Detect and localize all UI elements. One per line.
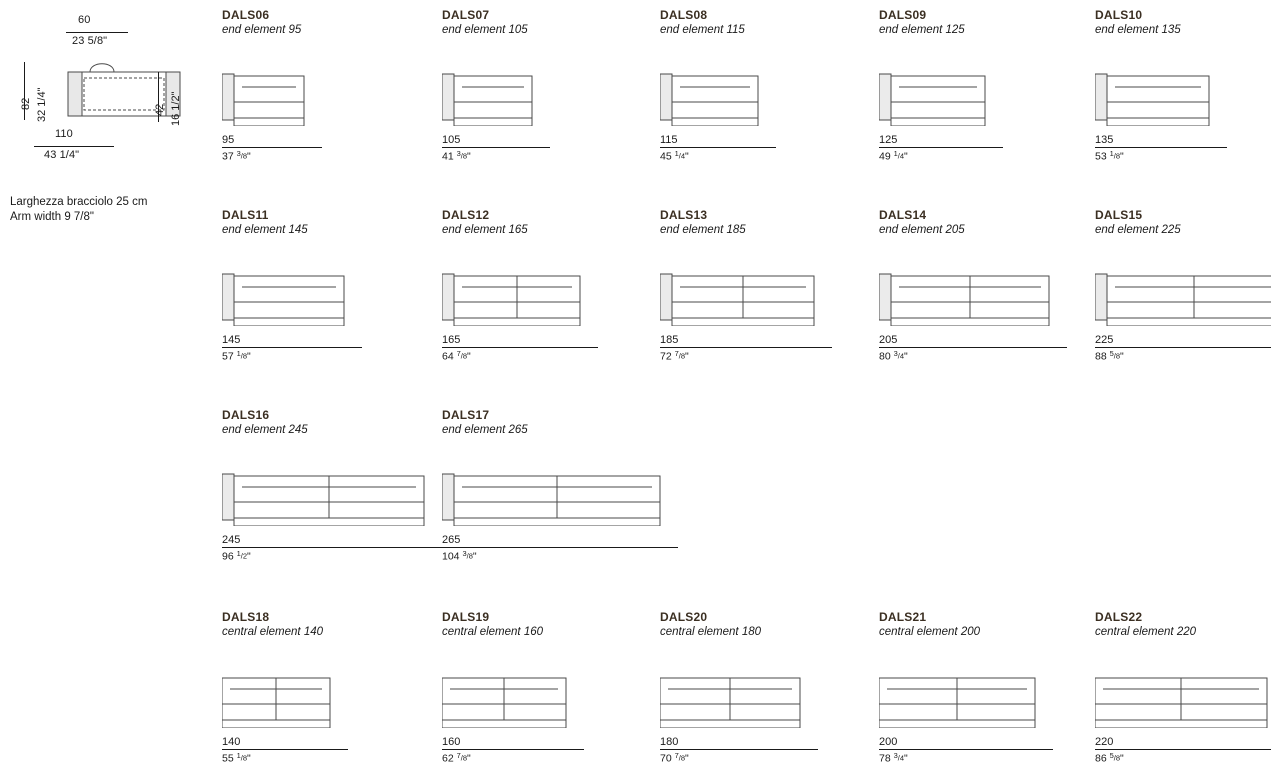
- product-measure-in: 64 $^7_{/8}$": [442, 349, 471, 363]
- spec-seat-height-cm: 42: [154, 103, 166, 116]
- product-code: DALS18: [222, 610, 270, 624]
- spec-depth-rule: [66, 32, 128, 33]
- product-code: DALS06: [222, 8, 270, 22]
- product-measure-cm: 95: [222, 134, 235, 146]
- product-drawing: [660, 654, 818, 764]
- product-measure-cm: 220: [1095, 736, 1114, 748]
- spec-depth-in: 23 5/8": [72, 35, 108, 47]
- element-drawing: [660, 268, 820, 326]
- spec-block: [0, 0, 200, 240]
- spec-height-cm: 82: [20, 97, 32, 110]
- element-drawing: [222, 468, 430, 526]
- product-description: end element 265: [442, 424, 528, 436]
- product-measure-cm: 140: [222, 736, 241, 748]
- product-item: [442, 8, 550, 162]
- element-drawing: [222, 268, 350, 326]
- product-measure-in: 70 $^7_{/8}$": [660, 751, 689, 765]
- product-measure-cm: 200: [879, 736, 898, 748]
- product-measure: [222, 534, 442, 562]
- product-description: central element 160: [442, 626, 544, 638]
- product-drawing: [879, 52, 1003, 162]
- product-item: [222, 208, 362, 362]
- product-measure: [1095, 334, 1271, 362]
- product-drawing: [660, 252, 832, 362]
- product-code: DALS12: [442, 208, 490, 222]
- arm-width-note-it: Larghezza bracciolo 25 cm: [10, 196, 148, 208]
- element-drawing: [879, 670, 1041, 728]
- element-drawing: [660, 68, 764, 126]
- product-description: end element 125: [879, 24, 965, 36]
- product-drawing: [222, 452, 442, 562]
- product-code: DALS08: [660, 8, 708, 22]
- product-measure-in: 55 $^1_{/8}$": [222, 751, 251, 765]
- product-measure-cm: 265: [442, 534, 461, 546]
- product-code: DALS10: [1095, 8, 1143, 22]
- element-drawing: [442, 468, 666, 526]
- product-measure-in: 49 $^1_{/4}$": [879, 149, 908, 163]
- product-drawing: [442, 654, 584, 764]
- product-measure-cm: 165: [442, 334, 461, 346]
- element-drawing: [442, 68, 538, 126]
- product-measure: [222, 134, 322, 162]
- product-item: [1095, 8, 1227, 162]
- product-measure: [222, 334, 362, 362]
- product-description: end element 105: [442, 24, 528, 36]
- product-measure-cm: 205: [879, 334, 898, 346]
- product-measure: [879, 134, 1003, 162]
- product-drawing: [1095, 252, 1271, 362]
- product-measure-in: 62 $^7_{/8}$": [442, 751, 471, 765]
- element-drawing: [879, 268, 1055, 326]
- product-item: [442, 610, 584, 764]
- spec-depth-cm: 60: [78, 14, 91, 26]
- product-measure-in: 104 $^3_{/8}$": [442, 549, 477, 563]
- product-item: [879, 610, 1053, 764]
- product-measure-in: 88 $^5_{/8}$": [1095, 349, 1124, 363]
- product-description: central element 200: [879, 626, 981, 638]
- product-description: end element 185: [660, 224, 746, 236]
- spec-width-in: 43 1/4": [44, 149, 80, 161]
- product-item: [222, 610, 348, 764]
- product-drawing: [879, 252, 1067, 362]
- product-item: [1095, 610, 1271, 764]
- product-measure-in: 72 $^7_{/8}$": [660, 349, 689, 363]
- product-description: central element 180: [660, 626, 762, 638]
- product-drawing: [222, 654, 348, 764]
- product-measure-in: 96 $^1_{/2}$": [222, 549, 251, 563]
- product-description: central element 140: [222, 626, 324, 638]
- product-code: DALS15: [1095, 208, 1143, 222]
- product-measure: [1095, 134, 1227, 162]
- product-measure: [1095, 736, 1271, 764]
- product-measure: [660, 134, 776, 162]
- product-item: [442, 408, 678, 562]
- product-measure-cm: 225: [1095, 334, 1114, 346]
- spec-width-rule: [34, 146, 114, 147]
- product-measure-in: 78 $^3_{/4}$": [879, 751, 908, 765]
- arm-width-note: [10, 195, 147, 225]
- element-drawing: [222, 670, 336, 728]
- product-code: DALS17: [442, 408, 490, 422]
- product-code: DALS13: [660, 208, 708, 222]
- product-measure: [660, 736, 818, 764]
- product-drawing: [442, 252, 598, 362]
- product-measure-in: 86 $^5_{/8}$": [1095, 751, 1124, 765]
- product-code: DALS21: [879, 610, 927, 624]
- product-measure-in: 53 $^1_{/8}$": [1095, 149, 1124, 163]
- product-measure-cm: 180: [660, 736, 679, 748]
- element-drawing: [442, 268, 586, 326]
- product-drawing: [1095, 654, 1271, 764]
- product-measure-in: 80 $^3_{/4}$": [879, 349, 908, 363]
- product-item: [222, 8, 322, 162]
- spec-height-rule: [24, 62, 25, 120]
- element-drawing: [1095, 670, 1271, 728]
- product-code: DALS09: [879, 8, 927, 22]
- product-code: DALS20: [660, 610, 708, 624]
- product-description: end element 225: [1095, 224, 1181, 236]
- spec-height-in: 32 1/4": [36, 87, 48, 122]
- product-item: [1095, 208, 1271, 362]
- element-drawing: [660, 670, 806, 728]
- product-measure-cm: 160: [442, 736, 461, 748]
- product-measure: [222, 736, 348, 764]
- product-drawing: [879, 654, 1053, 764]
- product-item: [879, 8, 1003, 162]
- element-drawing: [879, 68, 991, 126]
- product-description: end element 135: [1095, 24, 1181, 36]
- product-measure: [660, 334, 832, 362]
- arm-width-note-en: Arm width 9 7/8": [10, 211, 94, 223]
- element-drawing: [1095, 268, 1271, 326]
- product-drawing: [442, 452, 678, 562]
- product-measure-cm: 185: [660, 334, 679, 346]
- product-code: DALS14: [879, 208, 927, 222]
- product-measure: [442, 334, 598, 362]
- product-description: central element 220: [1095, 626, 1197, 638]
- product-item: [660, 610, 818, 764]
- product-measure: [879, 334, 1067, 362]
- product-measure: [442, 134, 550, 162]
- product-measure-cm: 105: [442, 134, 461, 146]
- product-item: [660, 8, 776, 162]
- product-item: [879, 208, 1067, 362]
- element-drawing: [1095, 68, 1215, 126]
- product-description: end element 95: [222, 24, 302, 36]
- product-drawing: [1095, 52, 1227, 162]
- product-code: DALS07: [442, 8, 490, 22]
- product-drawing: [222, 52, 322, 162]
- product-drawing: [222, 252, 362, 362]
- product-description: end element 205: [879, 224, 965, 236]
- spec-seat-height-in: 16 1/2": [170, 91, 182, 126]
- product-measure-in: 45 $^1_{/4}$": [660, 149, 689, 163]
- product-measure: [442, 534, 678, 562]
- product-description: end element 165: [442, 224, 528, 236]
- product-measure-cm: 245: [222, 534, 241, 546]
- product-item: [442, 208, 598, 362]
- spec-width-cm: 110: [55, 128, 73, 140]
- product-measure-cm: 115: [660, 134, 678, 146]
- product-item: [660, 208, 832, 362]
- product-description: end element 145: [222, 224, 308, 236]
- product-code: DALS19: [442, 610, 490, 624]
- product-code: DALS11: [222, 208, 269, 222]
- product-measure-cm: 135: [1095, 134, 1114, 146]
- product-measure: [442, 736, 584, 764]
- product-measure-in: 41 $^3_{/8}$": [442, 149, 471, 163]
- product-code: DALS22: [1095, 610, 1143, 624]
- element-drawing: [222, 68, 310, 126]
- product-measure-in: 57 $^1_{/8}$": [222, 349, 251, 363]
- product-measure-cm: 145: [222, 334, 241, 346]
- product-description: end element 245: [222, 424, 308, 436]
- product-measure-in: 37 $^3_{/8}$": [222, 149, 251, 163]
- product-measure-cm: 125: [879, 134, 898, 146]
- product-drawing: [660, 52, 776, 162]
- element-drawing: [442, 670, 572, 728]
- product-description: end element 115: [660, 24, 745, 36]
- product-code: DALS16: [222, 408, 270, 422]
- product-measure: [879, 736, 1053, 764]
- product-drawing: [442, 52, 550, 162]
- product-item: [222, 408, 442, 562]
